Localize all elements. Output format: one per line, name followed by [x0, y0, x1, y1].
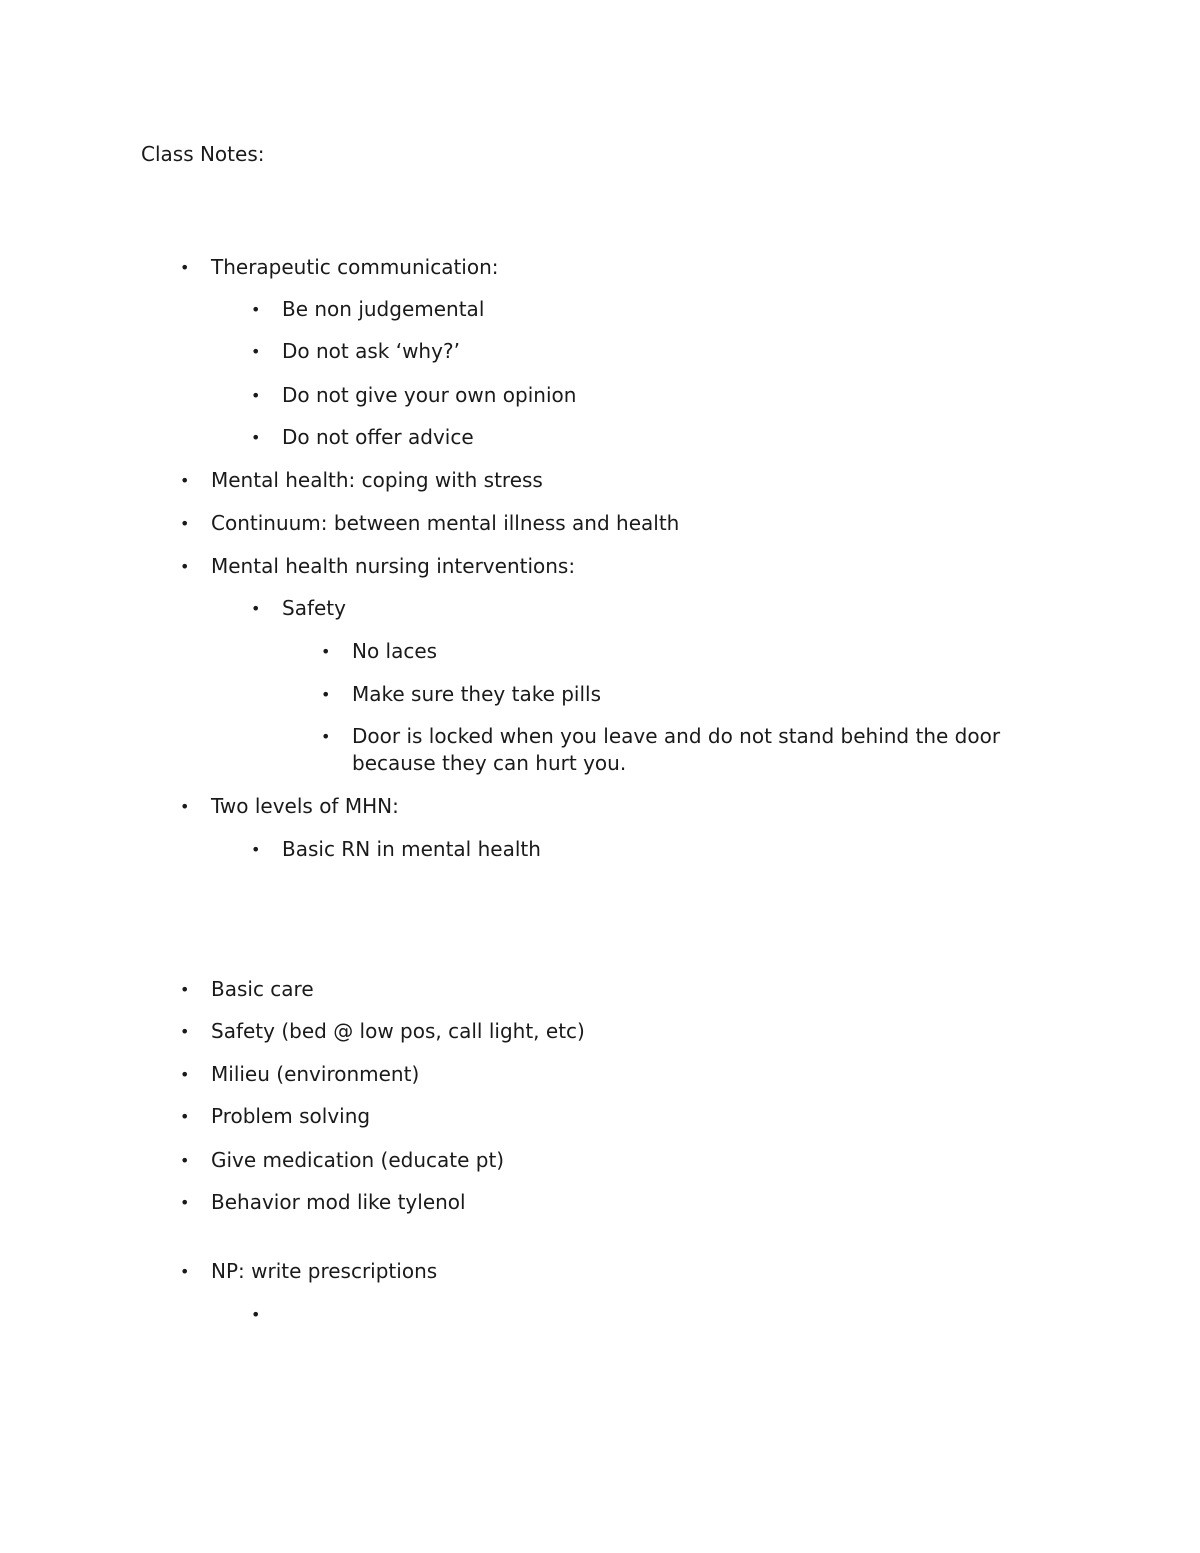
bullet-icon: • — [180, 1262, 190, 1281]
list-item: • Mental health: coping with stress — [180, 468, 543, 492]
bullet-icon: • — [180, 471, 190, 490]
bullet-icon: • — [180, 1065, 190, 1084]
list-item: • Therapeutic communication: — [180, 255, 499, 279]
list-item: • No laces — [321, 639, 438, 663]
bullet-icon: • — [180, 258, 190, 277]
bullet-icon: • — [180, 1193, 190, 1212]
list-item: • Door is locked when you leave and do not stand behind the door because they can hurt you. — [321, 724, 1001, 775]
list-item: • Be non judgemental — [251, 297, 485, 321]
bullet-icon: • — [180, 514, 190, 533]
bullet-icon: • — [180, 980, 190, 999]
bullet-icon: • — [321, 685, 331, 704]
list-item: • NP: write prescriptions — [180, 1259, 438, 1283]
bullet-icon: • — [251, 840, 261, 859]
list-item: • Do not offer advice — [251, 425, 474, 449]
bullet-icon: • — [180, 797, 190, 816]
list-item: • Continuum: between mental illness and health — [180, 511, 680, 535]
bullet-icon: • — [251, 342, 261, 361]
list-item: • Milieu (environment) — [180, 1062, 420, 1086]
bullet-icon: • — [251, 1305, 261, 1324]
bullet-icon: • — [321, 727, 331, 746]
bullet-icon: • — [251, 428, 261, 447]
list-item: • Basic care — [180, 977, 314, 1001]
bullet-icon: • — [180, 1022, 190, 1041]
bullet-icon: • — [180, 1151, 190, 1170]
bullet-icon: • — [251, 300, 261, 319]
list-item: • Mental health nursing interventions: — [180, 554, 576, 578]
list-item: • Do not give your own opinion — [251, 383, 577, 407]
list-item: • Do not ask ‘why?’ — [251, 339, 460, 363]
bullet-icon: • — [321, 642, 331, 661]
list-item: • Safety (bed @ low pos, call light, etc) — [180, 1019, 585, 1043]
list-item: • Two levels of MHN: — [180, 794, 399, 818]
bullet-icon: • — [180, 1107, 190, 1126]
list-item: • Behavior mod like tylenol — [180, 1190, 466, 1214]
list-item: • Problem solving — [180, 1104, 371, 1128]
list-item: • Give medication (educate pt) — [180, 1148, 505, 1172]
bullet-icon: • — [180, 557, 190, 576]
list-item: • Basic RN in mental health — [251, 837, 541, 861]
bullet-icon: • — [251, 386, 261, 405]
page-title: Class Notes: — [141, 142, 265, 166]
bullet-icon: • — [251, 599, 261, 618]
list-item: • Safety — [251, 596, 346, 620]
list-item: • Make sure they take pills — [321, 682, 602, 706]
